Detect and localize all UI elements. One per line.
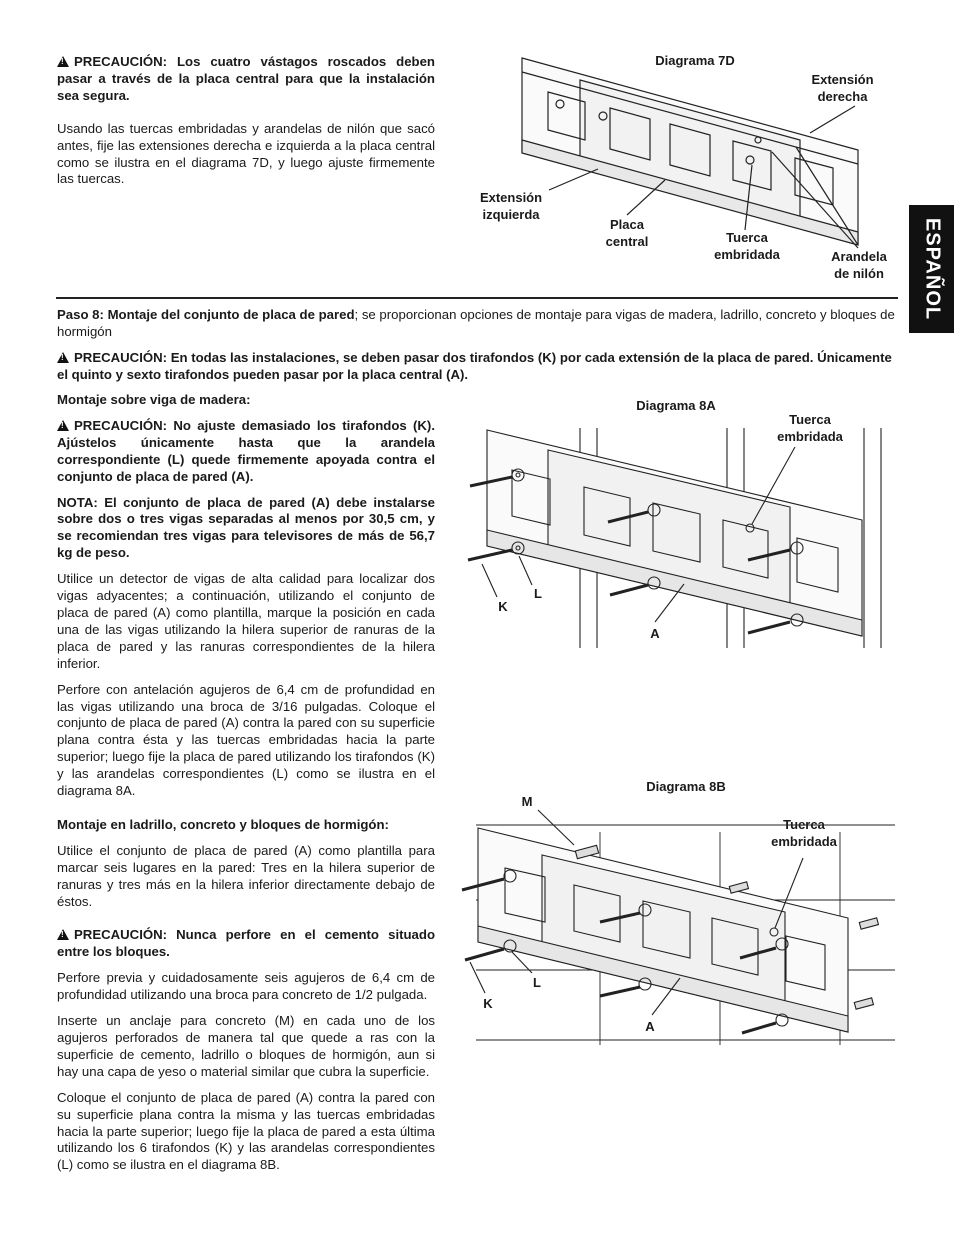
label-k-8a: K bbox=[498, 599, 508, 614]
para-wood-1: Utilice un detector de vigas de alta calidad para localizar dos vigas adyacentes; a continuación, utilizando el conjunto de placa de pared (A) como plantilla, marque la posición en cada una de las vigas utilizando la hilera superior de ranuras de la placa de pared y las ranuras correspondientes de la hilera inferior. bbox=[57, 571, 435, 671]
label-a-8a: A bbox=[650, 626, 660, 641]
caution-1-text: PRECAUCIÓN: Los cuatro vástagos roscados deben pasar a través de la placa central para que la instalación sea segura. bbox=[57, 54, 435, 103]
para-brick-2: Perfore previa y cuidadosamente seis agujeros de 6,4 cm de profundidad utilizando una broca para concreto de 1/2 pulgada. bbox=[57, 970, 435, 1003]
label-ext-right: Extensión derecha bbox=[811, 72, 874, 104]
para-wood-2: Perfore con antelación agujeros de 6,4 cm de profundidad en las vigas utilizando una broca de 3/16 pulgadas. Coloque el conjunto de placa de pared (A) contra la pared con su superficie plana contra ésta y las tuercas embridadas hacia la parte superior; luego fije la placa de pared utilizando los tirafondos (K) y las arandelas correspondientes (L) como se ilustra en el diagrama 8A. bbox=[57, 681, 435, 799]
step8-heading: Paso 8: Montaje del conjunto de placa de pared bbox=[57, 307, 355, 322]
diagram-7d-title: Diagrama 7D bbox=[655, 53, 735, 68]
step8-heading-rest: ; se proporcionan opciones de montaje para vigas de madera, ladrillo, concreto y bloques de hormigón bbox=[57, 307, 895, 339]
para-brick-3: Inserte un anclaje para concreto (M) en cada uno de los agujeros perforados de manera tal que quede a ras con la superficie de cemento, ladrillo o bloques de hormigón, aun si hay una capa de yeso o material similar que cubra la superficie. bbox=[57, 1013, 435, 1079]
diagram-8a-title: Diagrama 8A bbox=[636, 398, 716, 413]
label-a-8b: A bbox=[645, 1019, 655, 1034]
diagram-8b-title: Diagrama 8B bbox=[646, 779, 726, 794]
label-nylon-washer: Arandela de nilón bbox=[831, 249, 887, 281]
para-brick-1: Utilice el conjunto de placa de pared (A) como plantilla para marcar seis lugares en la pared: Tres en la hilera superior de ranuras y tres más en la hilera inferior directamente debajo de éstos. bbox=[57, 842, 435, 909]
caution-3-text: PRECAUCIÓN: No ajuste demasiado los tirafondos (K). Ajústelos únicamente hasta que la arandela correspondiente (L) quede firmemente apoyada contra el conjunto de placa de pared (A). bbox=[57, 417, 435, 484]
caution-4-text: PRECAUCIÓN: Nunca perfore en el cemento situado entre los bloques. bbox=[57, 927, 435, 960]
language-tab-label: ESPAÑOL bbox=[921, 217, 943, 321]
wood-heading: Montaje sobre viga de madera: bbox=[57, 392, 251, 407]
note-studs: NOTA: El conjunto de placa de pared (A) debe instalarse sobre dos o tres vigas separadas al menos por 30,5 cm, y se recomiendan tres vigas para televisores de más de 56,7 kg de peso. bbox=[57, 494, 435, 561]
label-flange-nut-8a: Tuerca embridada bbox=[777, 412, 843, 444]
label-ext-left: Extensión izquierda bbox=[479, 190, 543, 222]
para-attach-extensions: Usando las tuercas embridadas y arandelas de nilón que sacó antes, fije las extensiones derecha e izquierda a la placa central como se ilustra en el diagrama 7D, y luego ajuste firmemente las tuercas. bbox=[57, 120, 435, 187]
label-flange-nut-7d: Tuerca embridada bbox=[714, 230, 780, 262]
label-m-8b: M bbox=[521, 794, 533, 809]
label-center-plate: Placa central bbox=[605, 217, 649, 249]
brick-heading: Montaje en ladrillo, concreto y bloques de hormigón: bbox=[57, 816, 389, 832]
para-brick-4: Coloque el conjunto de placa de pared (A) contra la pared con su superficie plana contra la misma y las tuercas embridadas hacia la parte superior; luego fije la placa de pared a esta última utilizando los 6 tirafondos (K) y las arandelas correspondientes (L) como se ilustra en el diagrama 8B. bbox=[57, 1089, 435, 1173]
caution-2-text: PRECAUCIÓN: En todas las instalaciones, se deben pasar dos tirafondos (K) por cada extensión de la placa de pared. Únicamente el quinto y sexto tirafondos pueden pasar por la placa central (A). bbox=[57, 349, 892, 382]
label-l-8a: L bbox=[534, 586, 542, 601]
label-k-8b: K bbox=[483, 996, 493, 1011]
label-l-8b: L bbox=[533, 975, 541, 990]
label-flange-nut-8b: Tuerca embridada bbox=[771, 817, 837, 849]
